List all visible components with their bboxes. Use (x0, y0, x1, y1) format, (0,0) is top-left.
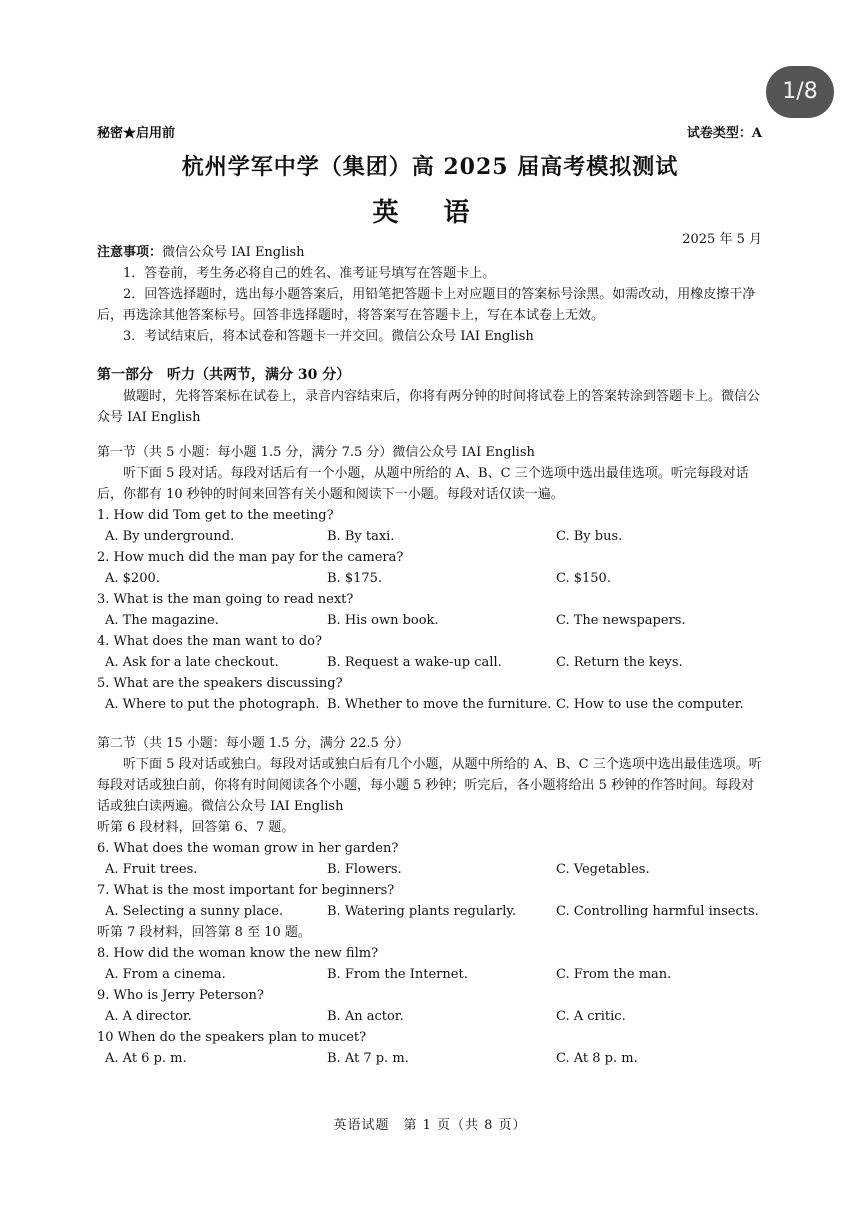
question-stem: 10 When do the speakers plan to mucet? (97, 1030, 367, 1045)
question-stem: 5. What are the speakers discussing? (97, 676, 343, 691)
question-9 (97, 985, 764, 1027)
option-c[interactable]: C. How to use the computer. (556, 697, 744, 712)
question-2 (97, 547, 764, 589)
option-c[interactable]: C. A critic. (556, 1009, 626, 1024)
question-1 (97, 505, 764, 547)
subject-title: 英 语 (372, 198, 488, 228)
question-stem: 3. What is the man going to read next? (97, 592, 354, 607)
option-a[interactable]: A. Selecting a sunny place. (105, 904, 284, 919)
question-stem: 2. How much did the man pay for the camera? (97, 550, 404, 565)
option-b[interactable]: B. At 7 p. m. (327, 1051, 409, 1066)
page-footer: 英语试题 第 1 页（共 8 页） (333, 1118, 527, 1133)
note-item: 3．考试结束后，将本试卷和答题卡一并交回。微信公众号 IAI English (123, 329, 534, 344)
option-b[interactable]: B. $175. (327, 571, 383, 586)
question-6 (97, 838, 764, 880)
option-c[interactable]: C. From the man. (556, 967, 672, 982)
question-stem: 9. Who is Jerry Peterson? (97, 988, 264, 1003)
option-c[interactable]: C. By bus. (556, 529, 623, 544)
option-b[interactable]: B. Whether to move the furniture. (327, 697, 552, 712)
options-row (97, 1048, 764, 1069)
options-row (97, 1006, 764, 1027)
header-row (97, 122, 762, 141)
question-stem: 1. How did Tom get to the meeting? (97, 508, 334, 523)
option-b[interactable]: B. His own book. (327, 613, 439, 628)
question-5 (97, 673, 764, 715)
notes-heading (97, 242, 764, 263)
question-stem: 8. How did the woman know the new film? (97, 946, 379, 961)
section1-heading: 第一节（共 5 小题：每小题 1.5 分，满分 7.5 分）微信公众号 IAI English (97, 445, 535, 460)
option-a[interactable]: A. Fruit trees. (105, 862, 198, 877)
option-c[interactable]: C. Vegetables. (556, 862, 650, 877)
question-7 (97, 880, 764, 922)
option-a[interactable]: A. The magazine. (105, 613, 219, 628)
part1-intro: 做题时，先将答案标在试卷上，录音内容结束后，你将有两分钟的时间将试卷上的答案转涂到答题卡上。微信公众号 IAI English (97, 389, 761, 425)
exam-title: 杭州学军中学（集团）高 2025 届高考模拟测试 (181, 154, 679, 180)
option-a[interactable]: A. From a cinema. (105, 967, 226, 982)
watermark-text: 微信公众号 IAI English (162, 245, 305, 260)
question-stem: 6. What does the woman grow in her garden? (97, 841, 399, 856)
material-7-instruction: 听第 7 段材料，回答第 8 至 10 题。 (97, 925, 311, 940)
options-row (97, 610, 764, 631)
exam-content (97, 242, 764, 1069)
option-c[interactable]: C. Controlling harmful insects. (556, 904, 759, 919)
option-a[interactable]: A. At 6 p. m. (105, 1051, 187, 1066)
option-a[interactable]: A. $200. (105, 571, 160, 586)
section1-intro: 听下面 5 段对话。每段对话后有一个小题，从题中所给的 A、B、C 三个选项中选出最佳选项。听完每段对话后，你都有 10 秒钟的时间来回答有关小题和阅读下一小题。每段对话仅读一遍。 (97, 466, 749, 502)
options-row (97, 526, 764, 547)
option-c[interactable]: C. Return the keys. (556, 655, 683, 670)
page-indicator-badge: 1/8 (766, 66, 834, 118)
option-c[interactable]: C. $150. (556, 571, 611, 586)
options-row (97, 901, 764, 922)
options-row (97, 694, 764, 715)
exam-date: 2025 年 5 月 (682, 232, 762, 247)
option-b[interactable]: B. By taxi. (327, 529, 395, 544)
option-b[interactable]: B. Flowers. (327, 862, 402, 877)
confidential-label: 秘密★启用前 (97, 126, 176, 141)
paper-type-label: 试卷类型：A (686, 126, 762, 141)
question-stem: 4. What does the man want to do? (97, 634, 322, 649)
section2-intro: 听下面 5 段对话或独白。每段对话或独白后有几个小题，从题中所给的 A、B、C 三个选项中选出最佳选项。听每段对话或独白前，你将有时间阅读各个小题，每小题 5 秒钟；听完后，各小题将给出 5 秒钟的作答时间。每段对话或独白读两遍。微信公众号 IAI English (97, 757, 762, 814)
part1-heading: 第一部分 听力（共两节，满分 30 分） (97, 367, 351, 383)
options-row (97, 568, 764, 589)
option-b[interactable]: B. Request a wake-up call. (327, 655, 502, 670)
question-10 (97, 1027, 764, 1069)
option-c[interactable]: C. At 8 p. m. (556, 1051, 638, 1066)
question-stem: 7. What is the most important for beginners? (97, 883, 395, 898)
note-item: 2．回答选择题时，选出每小题答案后，用铅笔把答题卡上对应题目的答案标号涂黑。如需改动，用橡皮擦干净后，再选涂其他答案标号。回答非选择题时，将答案写在答题卡上，写在本试卷上无效。 (97, 287, 756, 323)
section2-heading: 第二节（共 15 小题：每小题 1.5 分，满分 22.5 分） (97, 736, 409, 751)
option-a[interactable]: A. Where to put the photograph. (105, 697, 320, 712)
option-b[interactable]: B. From the Internet. (327, 967, 468, 982)
note-item: 1．答卷前，考生务必将自己的姓名、准考证号填写在答题卡上。 (123, 266, 496, 281)
options-row (97, 964, 764, 985)
options-row (97, 859, 764, 880)
question-4 (97, 631, 764, 673)
question-3 (97, 589, 764, 631)
option-a[interactable]: A. A director. (105, 1009, 192, 1024)
options-row (97, 652, 764, 673)
question-8 (97, 943, 764, 985)
option-b[interactable]: B. Watering plants regularly. (327, 904, 517, 919)
material-6-instruction: 听第 6 段材料，回答第 6、7 题。 (97, 820, 295, 835)
option-b[interactable]: B. An actor. (327, 1009, 404, 1024)
option-a[interactable]: A. By underground. (105, 529, 235, 544)
option-c[interactable]: C. The newspapers. (556, 613, 686, 628)
notes-heading-label: 注意事项： (97, 245, 163, 260)
option-a[interactable]: A. Ask for a late checkout. (105, 655, 279, 670)
